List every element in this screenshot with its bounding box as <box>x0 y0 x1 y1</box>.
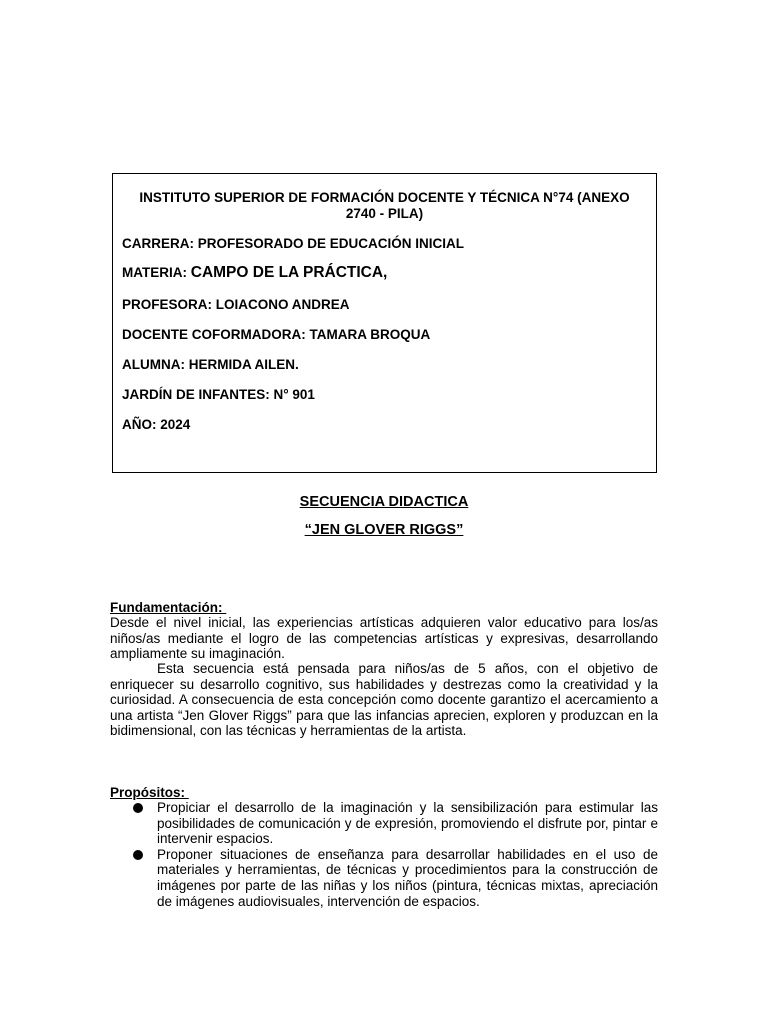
materia-value: CAMPO DE LA PRÁCTICA, <box>190 264 388 281</box>
list-item <box>110 847 658 909</box>
jardin-line: JARDÍN DE INFANTES: N° 901 <box>122 387 315 402</box>
propositos-heading: Propósitos: <box>110 785 189 800</box>
docente-line: DOCENTE COFORMADORA: TAMARA BROQUA <box>122 327 431 342</box>
bullet-icon <box>133 803 143 813</box>
fundamentacion-paragraph-2: Esta secuencia está pensada para niños/as de 5 años, con el objetivo de enriquecer su desarrollo cognitivo, sus habilidades y destrezas como la creatividad y la curiosidad. A consecuencia de esta concepción como docente garantizo el acercamiento a una artista “Jen Glover Riggs” para que las infancias aprecien, exploren y produzcan en la bidimensional, con las técnicas y herramientas de la artista. <box>110 661 658 739</box>
institution-name: INSTITUTO SUPERIOR DE FORMACIÓN DOCENTE Y TÉCNICA N°74 (ANEXO 2740 - PILA) <box>139 190 630 221</box>
doc-subtitle: “JEN GLOVER RIGGS” <box>304 522 464 538</box>
anio-line: AÑO: 2024 <box>122 417 191 432</box>
list-item-text: Propiciar el desarrollo de la imaginación y la sensibilización para estimular las posibilidades de comunicación y de expresión, promoviendo el disfrute por, pintar e intervenir espacios. <box>157 800 658 847</box>
header-box <box>112 173 657 473</box>
materia-line <box>122 265 387 281</box>
doc-title: SECUENCIA DIDACTICA <box>299 494 469 510</box>
profesora-line: PROFESORA: LOIACONO ANDREA <box>122 297 350 312</box>
carrera-line: CARRERA: PROFESORADO DE EDUCACIÓN INICIAL <box>122 236 465 251</box>
fundamentacion-paragraph-1: Desde el nivel inicial, las experiencias artísticas adquieren valor educativo para los/as niños/as mediante el logro de las competencias artísticas y expresivas, desarrollando ampliamente su imaginación. <box>110 615 658 662</box>
fundamentacion-heading: Fundamentación: <box>110 600 227 615</box>
list-item-text: Proponer situaciones de enseñanza para desarrollar habilidades en el uso de materiales y herramientas, de técnicas y procedimientos para la construcción de imágenes por parte de las niñas y los niños (pintura, técnicas mixtas, apreciación de imágenes audiovisuales, intervención de espacios. <box>157 846 658 909</box>
bullet-icon <box>133 850 143 860</box>
materia-label: MATERIA: <box>122 265 191 280</box>
propositos-list <box>110 800 658 909</box>
alumna-line: ALUMNA: HERMIDA AILEN. <box>122 357 299 372</box>
list-item <box>110 800 658 847</box>
